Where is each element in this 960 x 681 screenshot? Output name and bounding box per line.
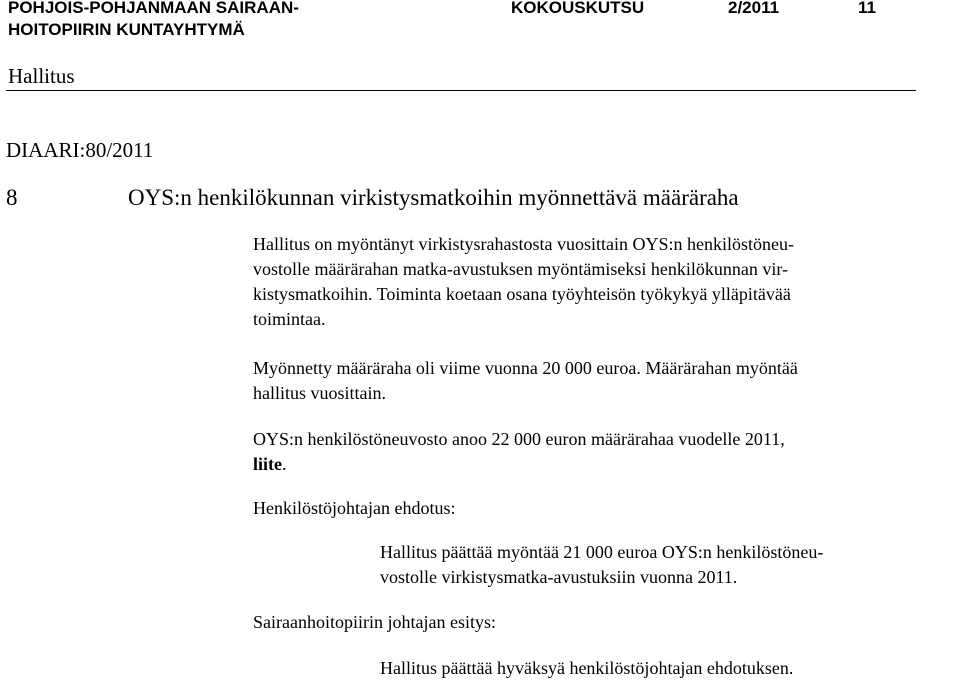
proposal-line: vostolle virkistysmatka-avustuksiin vuonna 2011. [380,567,738,587]
organization-name-line1: POHJOIS-POHJANMAAN SAIRAAN- [8,0,299,17]
paragraph-line: kistysmatkoihin. Toiminta koetaan osana työyhteisön työkykyä ylläpitävää [253,284,791,304]
document-type: KOKOUSKUTSU [511,0,645,17]
diaari-number: DIAARI:80/2011 [6,138,154,162]
attachment-reference: liite [253,454,282,474]
request-paragraph [253,427,785,477]
document-number: 2/2011 [728,0,780,17]
section-title: Hallitus [8,64,75,88]
paragraph-line: hallitus vuosittain. [253,383,386,403]
paragraph-line [253,452,785,477]
paragraph-line: Myönnetty määräraha oli viime vuonna 20 000 euroa. Määrärahan myöntää [253,358,798,378]
proposal-line: Hallitus päättää myöntää 21 000 euroa OYS:n henkilöstöneu- [380,542,824,562]
punctuation: . [282,454,287,474]
paragraph-line: vostolle määrärahan matka-avustuksen myöntämiseksi henkilökunnan vir- [253,259,788,279]
background-paragraph [253,232,794,332]
presentation-text: Hallitus päättää hyväksyä henkilöstöjohtajan ehdotuksen. [380,658,794,678]
item-title: OYS:n henkilökunnan virkistysmatkoihin myönnettävä määräraha [128,185,739,210]
paragraph-line: OYS:n henkilöstöneuvosto anoo 22 000 euron määrärahaa vuodelle 2011, [253,429,785,449]
page-number: 11 [858,0,876,17]
organization-name-line2: HOITOPIIRIN KUNTAYHTYMÄ [8,20,245,39]
proposal-label: Henkilöstöjohtajan ehdotus: [253,498,456,518]
paragraph-line: Hallitus on myöntänyt virkistysrahastosta vuosittain OYS:n henkilöstöneu- [253,234,794,254]
item-number: 8 [6,185,18,210]
presentation-label: Sairaanhoitopiirin johtajan esitys: [253,612,496,632]
paragraph-line: toimintaa. [253,309,326,329]
proposal-text [380,540,823,590]
budget-paragraph [253,356,798,406]
header-divider [6,90,916,91]
